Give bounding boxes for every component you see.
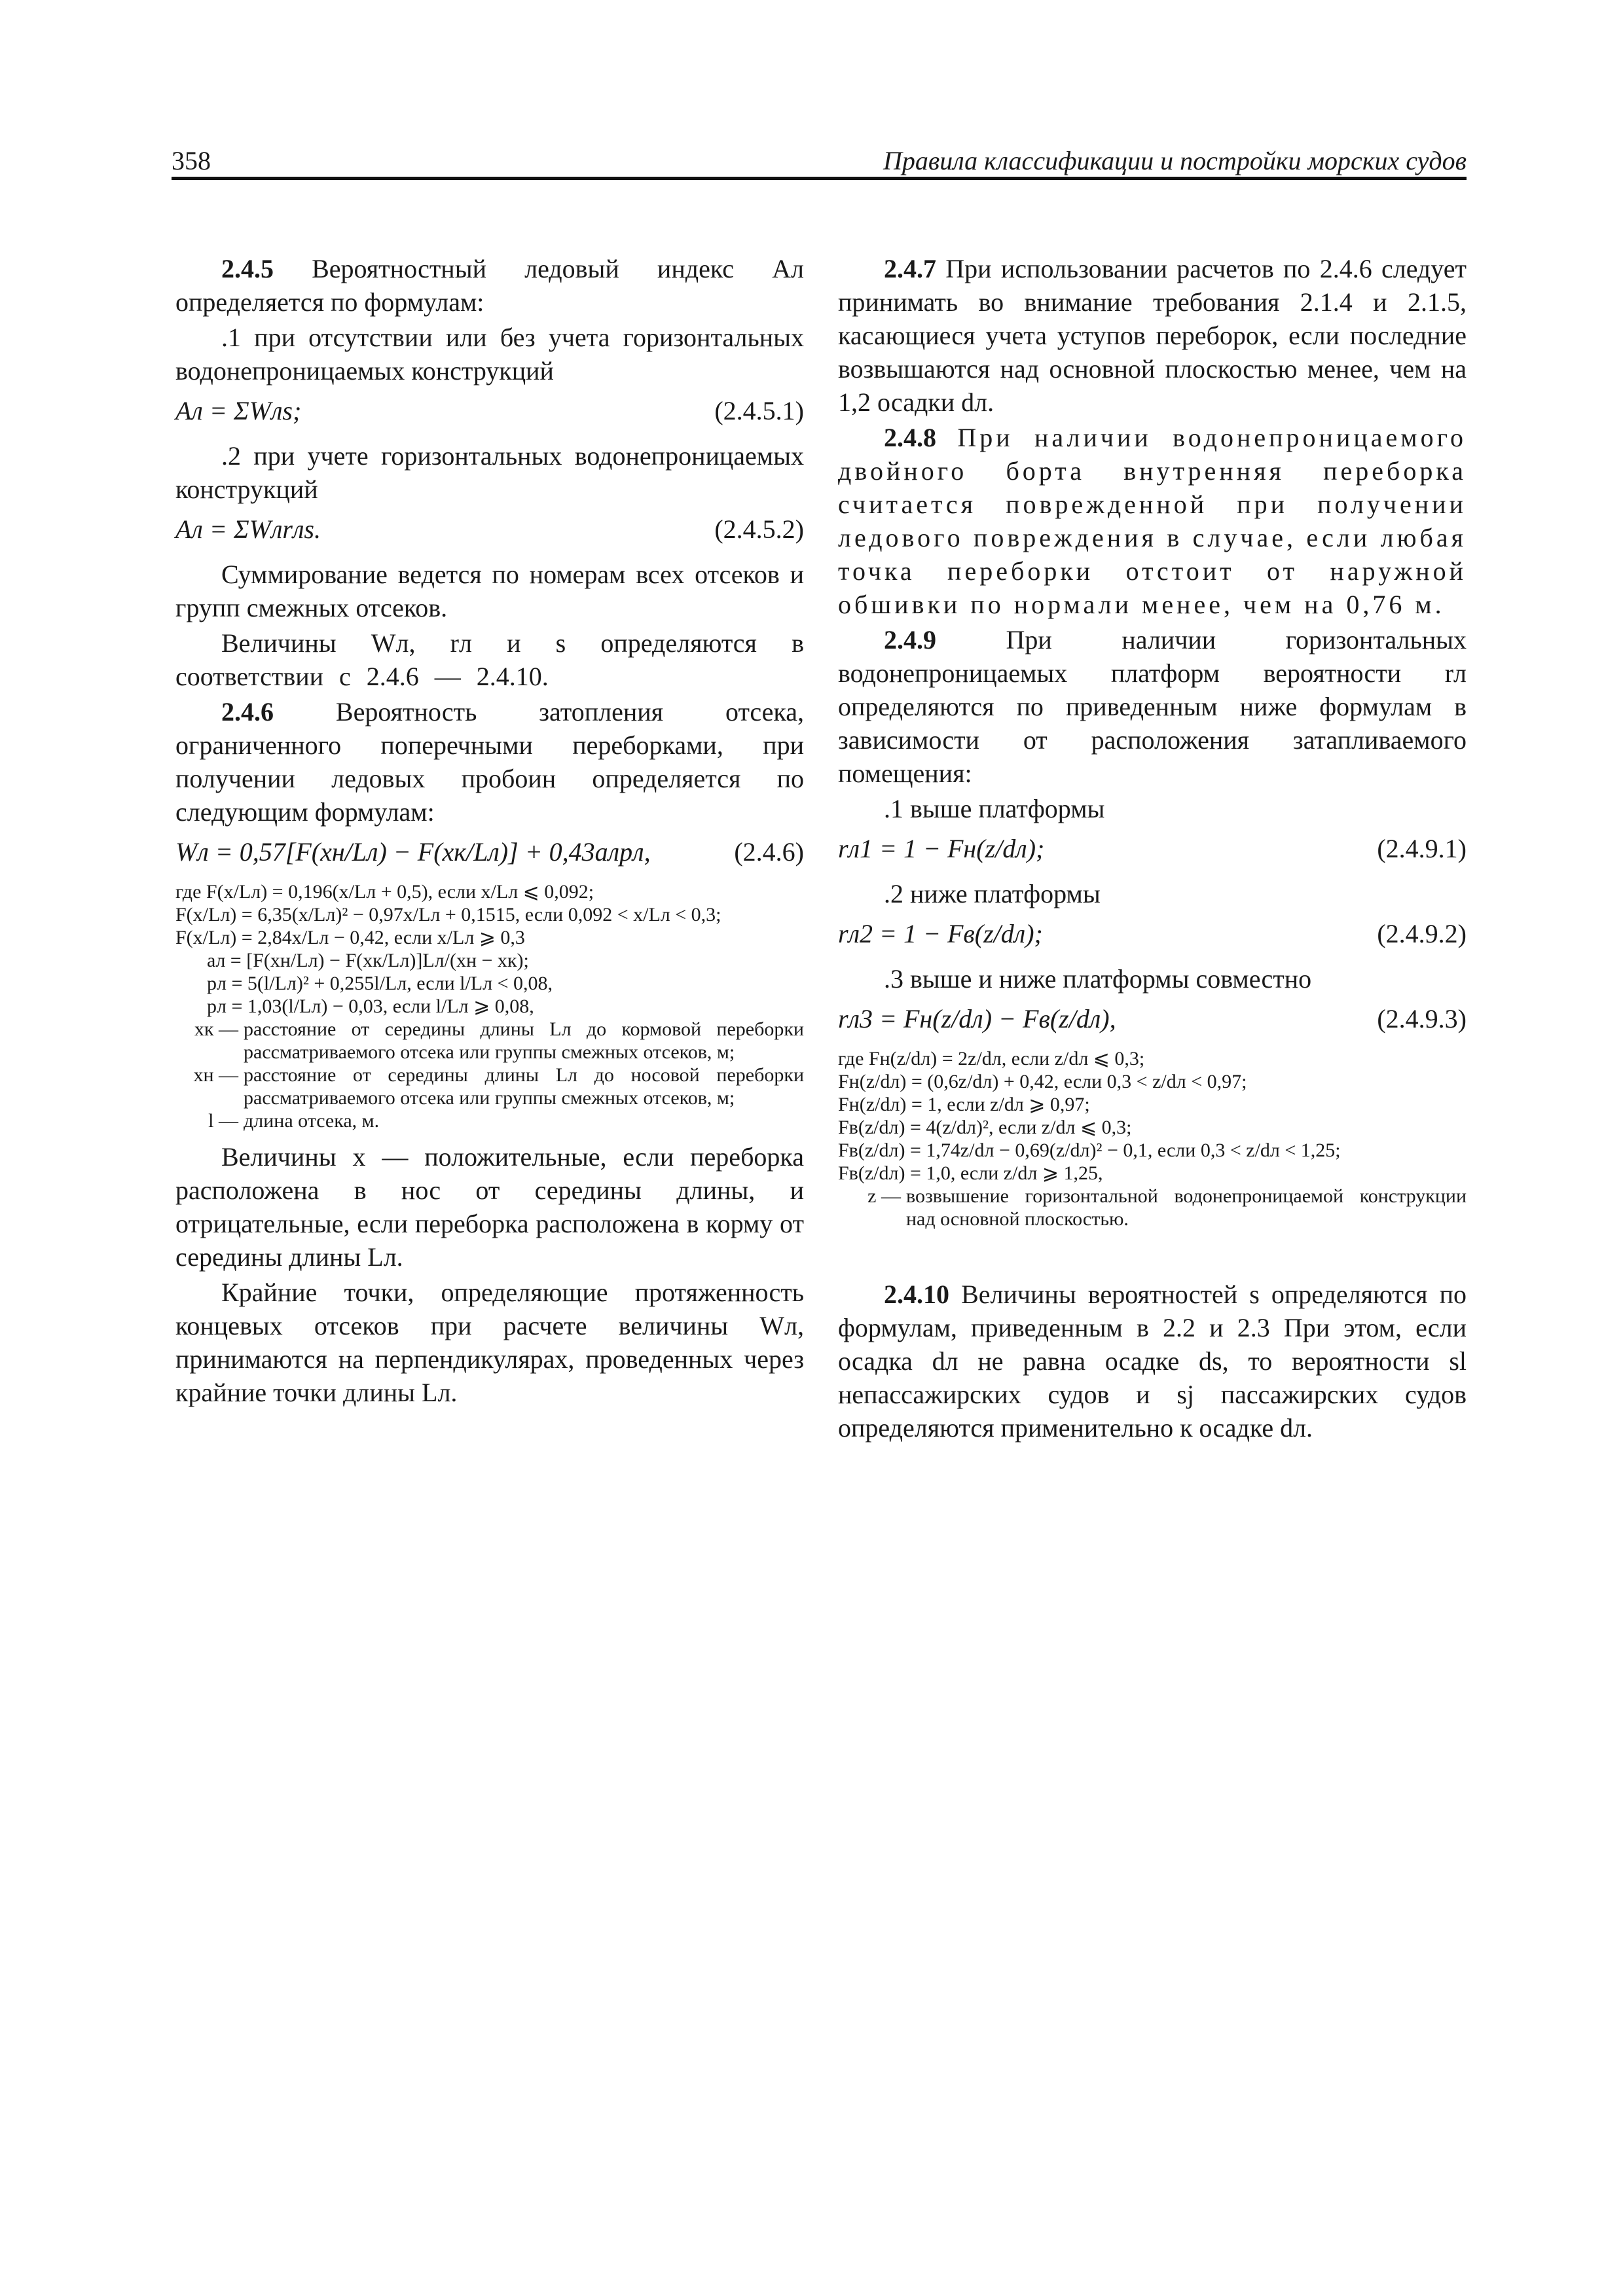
right-column [838, 252, 1467, 1446]
formula-2-4-6 [175, 835, 804, 869]
definition-xk [175, 1018, 804, 1064]
definition-l [175, 1109, 804, 1132]
definition-symbol: xн — [193, 1064, 238, 1086]
formula-expression: Aл = ΣWлs; [175, 396, 302, 425]
left-column [175, 252, 804, 1411]
formula-expression: Wл = 0,57[F(xн/Lл) − F(xк/Lл)] + 0,43aлpл, [175, 837, 651, 867]
section-number: 2.4.10 [884, 1280, 949, 1309]
running-title: Правила классификации и постройки морских судов [883, 146, 1467, 175]
where-line: pл = 5(l/Lл)² + 0,255l/Lл, если l/Lл < 0,08, [207, 973, 553, 994]
formula-expression: Aл = ΣWлrлs. [175, 514, 321, 544]
formula-2-4-5-1 [175, 394, 804, 427]
definition-text: расстояние от середины длины Lл до кормовой переборки рассматриваемого отсека или группы смежных отсеков, м; [244, 1018, 804, 1063]
item-2-4-9-2: .2 ниже платформы [884, 879, 1101, 908]
formula-2-4-5-2 [175, 512, 804, 546]
page-number: 358 [172, 146, 211, 175]
formula-2-4-9-3 [838, 1002, 1467, 1035]
where-line: Fв(z/dл) = 1,74z/dл − 0,69(z/dл)² − 0,1, если 0,3 < z/dл < 1,25; [838, 1139, 1341, 1161]
where-line: pл = 1,03(l/Lл) − 0,03, если l/Lл ⩾ 0,08, [207, 996, 534, 1017]
definition-text: длина отсека, м. [244, 1110, 380, 1132]
item-2-4-5-2: .2 при учете горизонтальных водонепроницаемых конструкций [175, 441, 804, 504]
where-line: aл = [F(xн/Lл) − F(xк/Lл)]Lл/(xн − xк); [207, 950, 529, 971]
definition-xn [175, 1064, 804, 1109]
section-2-4-6: 2.4.6 Вероятность затопления отсека, ограниченного поперечными переборками, при получении ледовых пробоин определяется по следующим формулам: [175, 697, 804, 827]
section-number: 2.4.5 [221, 254, 274, 283]
definition-symbol: z — [867, 1185, 901, 1207]
formula-where-block [175, 880, 804, 1132]
paragraph-values: Величины Wл, rл и s определяются в соответствии с 2.4.6 — 2.4.10. [175, 628, 804, 691]
definition-symbol: l — [208, 1110, 238, 1132]
where-line: где F(x/Lл) = 0,196(x/Lл + 0,5), если x/Lл ⩽ 0,092; [175, 881, 594, 903]
definition-symbol: xк — [194, 1018, 238, 1040]
formula-number: (2.4.6) [734, 837, 804, 867]
where-line: F(x/Lл) = 2,84x/Lл − 0,42, если x/Lл ⩾ 0,3 [175, 927, 525, 948]
formula-expression: rл2 = 1 − Fв(z/dл); [838, 919, 1043, 948]
where-line: где Fн(z/dл) = 2z/dл, если z/dл ⩽ 0,3; [838, 1048, 1145, 1069]
item-2-4-9-1: .1 выше платформы [884, 794, 1105, 823]
definition-text: расстояние от середины длины Lл до носовой переборки рассматриваемого отсека или группы смежных отсеков, м; [244, 1064, 804, 1109]
item-2-4-9-3: .3 выше и ниже платформы совместно [884, 964, 1312, 994]
paragraph-summation: Суммирование ведется по номерам всех отсеков и групп смежных отсеков. [175, 560, 804, 622]
section-2-4-9: 2.4.9 При наличии горизонтальных водонепроницаемых платформ вероятности rл определяются по приведенным ниже формулам в зависимости от расположения затапливаемого помещения: [838, 625, 1467, 788]
section-2-4-5: 2.4.5 Вероятностный ледовый индекс Aл определяется по формулам: [175, 254, 804, 317]
paragraph-x-sign: Величины x — положительные, если переборка расположена в нос от середины длины, и отрицательные, если переборка расположена в корму от середины длины Lл. [175, 1142, 804, 1272]
formula-number: (2.4.9.3) [1377, 1004, 1467, 1033]
section-2-4-10: 2.4.10 Величины вероятностей s определяются по формулам, приведенным в 2.2 и 2.3 При этом, если осадка dл не равна осадке ds, то вероятности sl непассажирских судов и sj пассажирских судов определяются применительно к осадке dл. [838, 1280, 1467, 1443]
formula-2-4-9-1 [838, 832, 1467, 865]
formula-number: (2.4.5.2) [714, 514, 804, 544]
formula-expression: rл3 = Fн(z/dл) − Fв(z/dл), [838, 1004, 1116, 1033]
where-line: Fн(z/dл) = 1, если z/dл ⩾ 0,97; [838, 1094, 1090, 1115]
paragraph-end-points: Крайние точки, определяющие протяженность концевых отсеков при расчете величины Wл, принимаются на перпендикулярах, проведенных через крайние точки длины Lл. [175, 1278, 804, 1407]
formula-expression: rл1 = 1 − Fн(z/dл); [838, 834, 1045, 863]
page-header [172, 145, 1467, 178]
where-line: Fв(z/dл) = 4(z/dл)², если z/dл ⩽ 0,3; [838, 1117, 1132, 1138]
section-2-4-8: 2.4.8 При наличии водонепроницаемого двойного борта внутренняя переборка считается поврежденной при получении ледового повреждения в случае, если любая точка переборки отстоит от наружной обшивки по нормали менее, чем на 0,76 м. [838, 423, 1467, 619]
header-rule [172, 177, 1467, 180]
section-number: 2.4.8 [884, 423, 936, 452]
spacer [838, 1238, 1467, 1278]
formula-2-4-9-2 [838, 917, 1467, 950]
section-number: 2.4.7 [884, 254, 936, 283]
definition-z [838, 1185, 1467, 1230]
item-2-4-5-1: .1 при отсутствии или без учета горизонтальных водонепроницаемых конструкций [175, 323, 804, 386]
where-line: F(x/Lл) = 6,35(x/Lл)² − 0,97x/Lл + 0,1515, если 0,092 < x/Lл < 0,3; [175, 904, 721, 925]
section-number: 2.4.6 [221, 697, 274, 726]
formula-number: (2.4.9.1) [1377, 834, 1467, 863]
where-line: Fв(z/dл) = 1,0, если z/dл ⩾ 1,25, [838, 1162, 1103, 1184]
where-line: Fн(z/dл) = (0,6z/dл) + 0,42, если 0,3 < z/dл < 0,97; [838, 1071, 1247, 1092]
definition-text: возвышение горизонтальной водонепроницаемой конструкции над основной плоскостью. [906, 1185, 1467, 1230]
section-2-4-7: 2.4.7 При использовании расчетов по 2.4.6 следует принимать во внимание требования 2.1.4 и 2.1.5, касающиеся учета уступов переборок, если последние возвышаются над основной плоскостью менее, чем на 1,2 осадки dл. [838, 254, 1467, 417]
formula-number: (2.4.5.1) [714, 396, 804, 425]
formula-where-block [838, 1047, 1467, 1230]
section-number: 2.4.9 [884, 625, 936, 655]
formula-number: (2.4.9.2) [1377, 919, 1467, 948]
